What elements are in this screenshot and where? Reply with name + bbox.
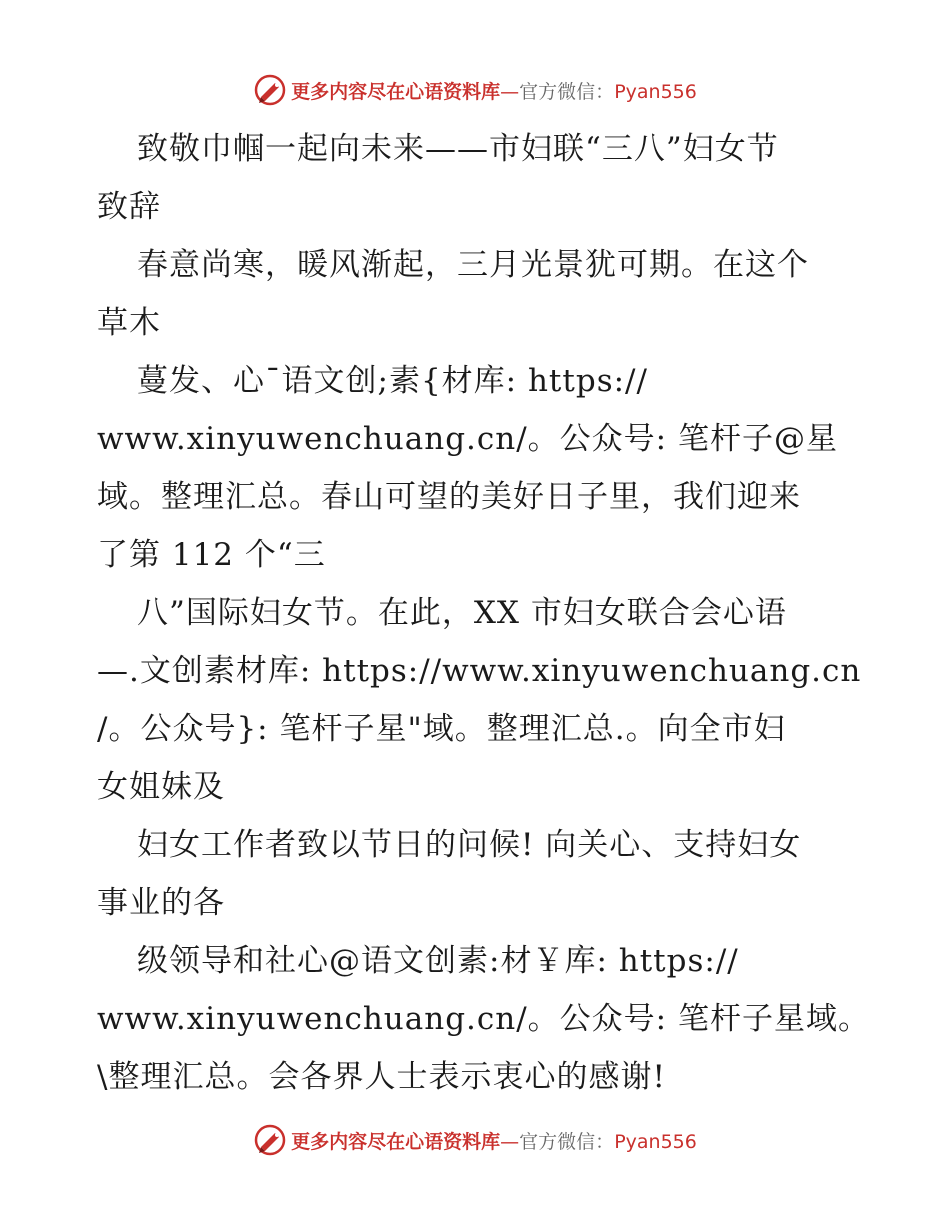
banner-official-label: 官方微信： [519,80,615,103]
text-line: 了第 112 个“三 [97,537,326,573]
banner-wechat-id: Pyan556 [614,1130,697,1153]
banner-dash: — [500,80,520,103]
text-line: —.文创素材库: https://www.xinyuwenchuang.cn [97,653,862,689]
text-line: 女姐妹及 [97,769,225,805]
footer-banner [0,1120,950,1160]
banner-title: 更多内容尽在心语资料库 [291,1130,501,1153]
text-line: 事业的各 [97,885,225,921]
banner-wechat-id: Pyan556 [614,80,697,103]
text-line: 致辞 [97,189,161,225]
text-line: www.xinyuwenchuang.cn/。公众号: 笔杆子星域。 [97,1001,870,1037]
pen-logo-icon [253,73,287,107]
text-line: 草木 [97,305,161,341]
text-line: 级领导和社心@语文创素:材￥库: https:// [137,943,739,979]
document-body [97,120,870,1106]
text-line: www.xinyuwenchuang.cn/。公众号: 笔杆子@星 [97,421,838,457]
banner-official-label: 官方微信： [519,1130,615,1153]
text-line: 妇女工作者致以节日的问候! 向关心、支持妇女 [137,827,802,863]
text-line: 蔓发、心¯语文创;素{材库: https:// [137,363,648,399]
pen-logo-icon [253,1123,287,1157]
text-line: 致敬巾帼一起向未来——市妇联“三八”妇女节 [137,131,779,167]
banner-title: 更多内容尽在心语资料库 [291,80,501,103]
text-line: 域。整理汇总。春山可望的美好日子里，我们迎来 [97,479,801,515]
text-line: /。公众号}: 笔杆子星"域。整理汇总.。向全市妇 [97,711,786,747]
banner-dash: — [500,1130,520,1153]
text-line: 八”国际妇女节。在此，XX 市妇女联合会心语 [137,595,787,631]
text-line: \整理汇总。会各界人士表示衷心的感谢! [97,1059,666,1095]
text-line: 春意尚寒，暖风渐起，三月光景犹可期。在这个 [137,247,809,283]
header-banner [0,70,950,110]
